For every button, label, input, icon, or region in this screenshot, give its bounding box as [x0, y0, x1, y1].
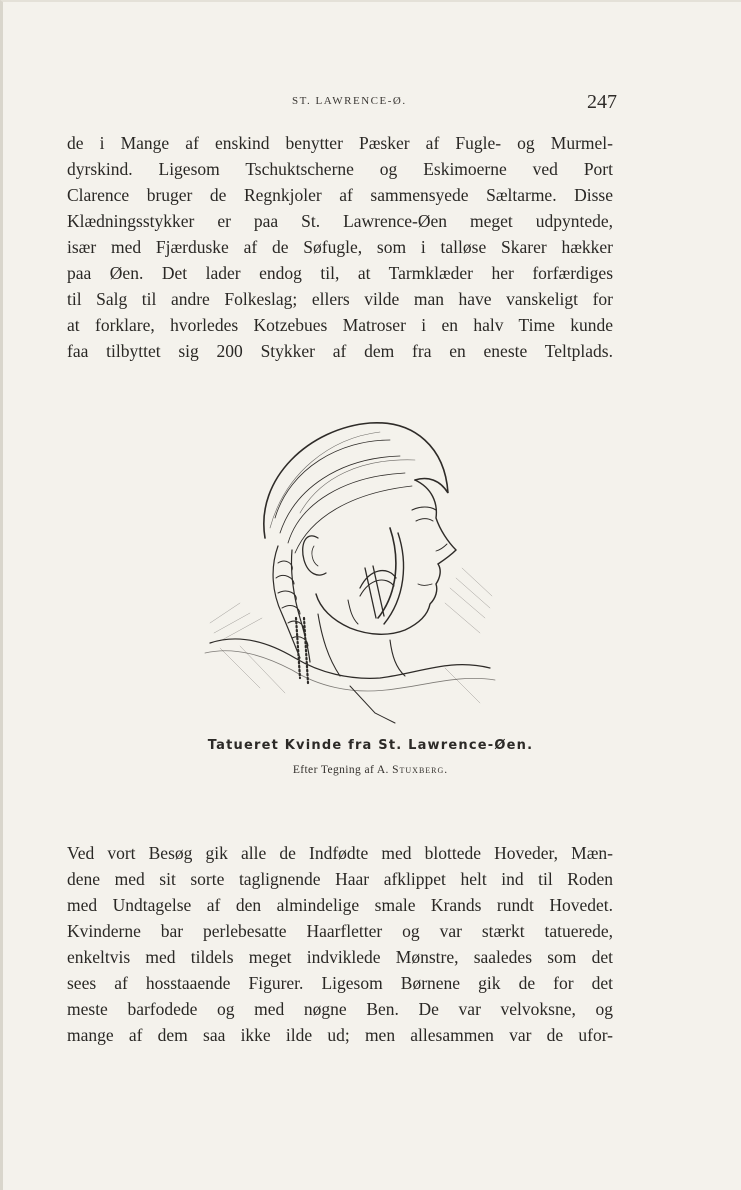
text-line: til Salg til andre Folkeslag; ellers vilde man have vanskeligt for — [67, 289, 613, 309]
running-title: ST. LAWRENCE-Ø. — [292, 95, 407, 107]
figure-caption: Tatueret Kvinde fra St. Lawrence-Øen. — [207, 738, 534, 753]
text-line: enkeltvis med tildels meget indviklede Mønstre, saaledes som det — [67, 947, 613, 967]
text-line: især med Fjærduske af de Søfugle, som i talløse Skarer hækker — [67, 237, 613, 257]
text-line: Klædningsstykker er paa St. Lawrence-Øen meget udpyntede, — [67, 211, 613, 231]
text-line: med Undtagelse af den almindelige smale Krands rundt Hovedet. — [67, 895, 613, 915]
paragraph-bottom — [67, 840, 613, 1048]
figure-credit-artist: Stuxberg. — [392, 764, 449, 776]
text-line: sees af hosstaaende Figurer. Ligesom Børnene gik de for det — [67, 973, 613, 993]
text-line: meste barfodede og med nøgne Ben. De var velvoksne, og — [67, 999, 613, 1019]
page-number: 247 — [587, 91, 617, 113]
engraving-tattooed-woman — [200, 418, 500, 728]
text-line: dyrskind. Ligesom Tschuktscherne og Eskimoerne ved Port — [67, 159, 613, 179]
figure-credit-prefix: Efter Tegning af A. — [292, 764, 389, 776]
figure-credit — [0, 764, 741, 776]
text-line: dene med sit sorte taglignende Haar afklippet helt ind til Roden — [67, 869, 613, 889]
running-head — [0, 91, 741, 119]
text-line: paa Øen. Det lader endog til, at Tarmklæder her forfærdiges — [67, 263, 613, 283]
text-line: Kvinderne bar perlebesatte Haarfletter og var stærkt tatuerede, — [67, 921, 613, 941]
text-line: Ved vort Besøg gik alle de Indfødte med blottede Hoveder, Mæn- — [67, 843, 613, 863]
text-line: Clarence bruger de Regnkjoler af sammensyede Sæltarme. Disse — [67, 185, 613, 205]
text-line: faa tilbyttet sig 200 Stykker af dem fra en eneste Teltplads. — [67, 341, 613, 361]
paragraph-top — [67, 130, 613, 364]
text-line: mange af dem saa ikke ilde ud; men allesammen var de ufor- — [67, 1025, 613, 1045]
text-line: at forklare, hvorledes Kotzebues Matroser i en halv Time kunde — [67, 315, 613, 335]
text-line: de i Mange af enskind benytter Pæsker af Fugle- og Murmel- — [67, 133, 613, 153]
